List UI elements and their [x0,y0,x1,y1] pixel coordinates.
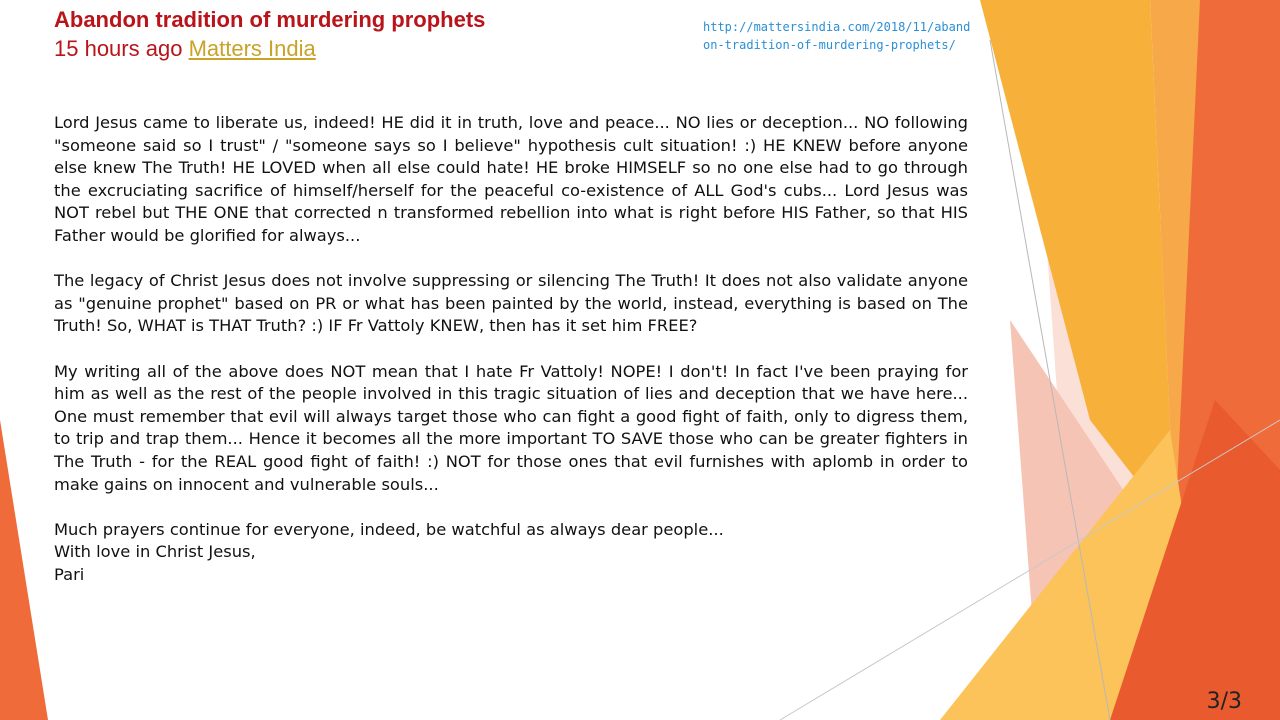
comment-signoff [54,519,968,587]
article-meta [54,34,674,64]
comment-paragraph-3: My writing all of the above does NOT mean that I hate Fr Vattoly! NOPE! I don't! In fact I've been praying for him as well as the rest of the people involved in this tragic situation of lies and deception that we have here... One must remember that evil will always target those who can fight a good fight of faith, only to digress them, to trip and trap them... Hence it becomes all the more important TO SAVE those who can be greater fighters in The Truth - for the REAL good fight of faith! :) NOT for those ones that evil furnishes with aplomb in order to make gains on innocent and vulnerable souls... [54,361,968,494]
signature: Pari [54,564,85,584]
article-title: Abandon tradition of murdering prophets [54,7,486,32]
page-indicator: 3/3 [1206,689,1242,714]
closing-line: Much prayers continue for everyone, indeed, be watchful as always dear people... [54,519,724,539]
regards-line: With love in Christ Jesus, [54,542,256,562]
source-link[interactable]: Matters India [188,36,316,61]
article-header [54,6,674,64]
article-url[interactable]: http://mattersindia.com/2018/11/abandon-tradition-of-murdering-prophets/ [703,20,971,52]
time-ago: 15 hours ago [54,36,183,61]
comment-paragraph-1: Lord Jesus came to liberate us, indeed! HE did it in truth, love and peace... NO lies or deception... NO following "someone said so I trust" / "someone says so I believe" hypothesis cult situation! :) HE KNEW before anyone else knew The Truth! HE LOVED when all else could hate! HE broke HIMSELF so no one else had to go through the excruciating sacrifice of himself/herself for the peaceful co-existence of ALL God's cubs... Lord Jesus was NOT rebel but THE ONE that corrected n transformed rebellion into what is right before HIS Father, so that HIS Father would be glorified for always... [54,113,968,245]
comment-paragraph-2: The legacy of Christ Jesus does not involve suppressing or silencing The Truth! It does not also validate anyone as "genuine prophet" based on PR or what has been painted by the world, instead, everything is based on The Truth! So, WHAT is THAT Truth? :) IF Fr Vattoly KNEW, then has it set him FREE? [54,271,968,336]
left-orange-triangle [0,420,48,720]
comment-body [54,112,968,586]
